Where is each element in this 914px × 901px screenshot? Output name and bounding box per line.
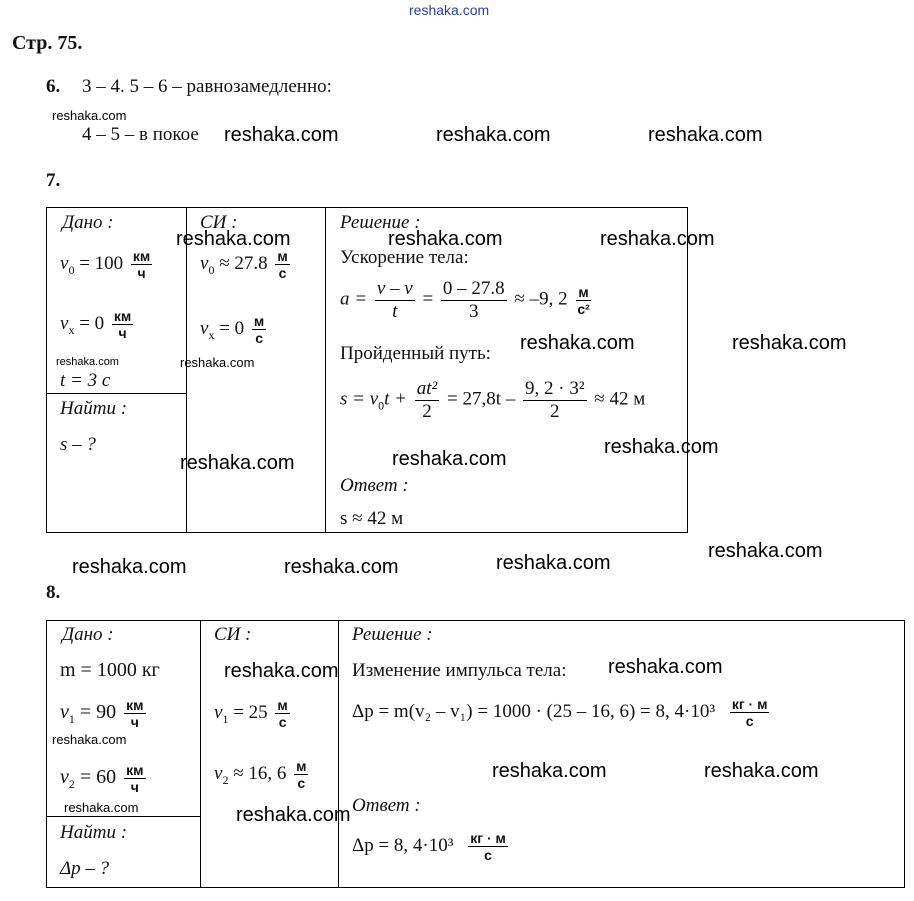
watermark: reshaka.com <box>600 228 715 250</box>
watermark: reshaka.com <box>72 556 187 578</box>
watermark: reshaka.com <box>704 760 819 782</box>
watermark: reshaka.com <box>52 732 127 747</box>
task8-divider <box>46 816 200 817</box>
task8-momentum-formula: Δp = m(v₂ – v₁) = 1000 · (25 – 16, 6) = 8, 4·10³ $\frac{кг \cdot м}{с}$ <box>352 696 768 730</box>
watermark: reshaka.com <box>708 540 823 562</box>
watermark: reshaka.com <box>392 448 507 470</box>
task7-find-value: s – ? <box>60 434 96 455</box>
watermark: reshaka.com <box>180 355 255 370</box>
task7-given-v0: $v_0 = 100$ $\frac{км}{ч}$ <box>60 248 151 282</box>
watermark: reshaka.com <box>64 800 139 815</box>
watermark: reshaka.com <box>224 124 339 146</box>
task8-given-v2: $v_2 = 60$ $\frac{км}{ч}$ <box>60 762 144 796</box>
task8-solution-title: Решение : <box>352 624 433 645</box>
watermark: reshaka.com <box>492 760 607 782</box>
task8-given-v1: $v_1 = 90$ $\frac{км}{ч}$ <box>60 697 144 731</box>
task7-path-formula: $s = v_0t$ + $\frac{\text{at²}}{2}$ = 27,8t – $\frac{\text{9, 2 · 3²}}{2}$ ≈ 42 м <box>340 378 646 422</box>
task7-given-vx: $v_x = 0$ $\frac{км}{ч}$ <box>60 308 132 342</box>
watermark: reshaka.com <box>284 556 399 578</box>
task8-given-title: Дано : <box>62 624 114 645</box>
task8-number: 8. <box>46 582 61 603</box>
task7-find-title: Найти : <box>60 398 128 419</box>
task6-number: 6. <box>46 76 61 97</box>
watermark: reshaka.com <box>608 656 723 678</box>
task8-si-v2: $v_2 \approx 16$, 6 $\frac{м}{с}$ <box>214 758 307 792</box>
task7-divider <box>325 207 326 532</box>
watermark: reshaka.com <box>496 552 611 574</box>
task8-si-title: СИ : <box>214 624 252 645</box>
watermark: reshaka.com <box>56 356 119 368</box>
watermark: reshaka.com <box>732 332 847 354</box>
watermark: reshaka.com <box>388 228 503 250</box>
task8-answer-title: Ответ : <box>352 795 421 816</box>
task6-line2: 4 – 5 – в покое <box>82 124 199 145</box>
watermark: reshaka.com <box>180 452 295 474</box>
task8-given-m: m = 1000 кг <box>60 659 160 681</box>
task7-si-title: СИ : <box>200 212 238 233</box>
task8-answer-value: Δp = 8, 4·10³ $\frac{кг \cdot м}{с}$ <box>352 830 506 864</box>
task8-momentum-label: Изменение импульса тела: <box>352 660 567 681</box>
task7-si-v0: $v_0 \approx 27.8$ $\frac{м}{с}$ <box>200 248 288 282</box>
task8-divider <box>200 620 201 887</box>
task7-given-title: Дано : <box>62 212 114 233</box>
watermark: reshaka.com <box>176 228 291 250</box>
task7-number: 7. <box>46 170 61 191</box>
watermark: reshaka.com <box>52 108 127 123</box>
task7-divider <box>46 393 186 394</box>
watermark: reshaka.com <box>648 124 763 146</box>
watermark: reshaka.com <box>224 660 339 682</box>
task7-acceleration-label: Ускорение тела: <box>340 247 469 268</box>
watermark: reshaka.com <box>236 804 351 826</box>
task8-si-v1: $v_1 = 25$ $\frac{м}{с}$ <box>214 697 288 731</box>
task7-answer-value: s ≈ 42 м <box>340 508 404 529</box>
task7-answer-title: Ответ : <box>340 475 409 496</box>
task7-path-label: Пройденный путь: <box>340 343 491 364</box>
task7-si-vx: $v_x = 0$ $\frac{м}{с}$ <box>200 313 265 347</box>
watermark: reshaka.com <box>604 436 719 458</box>
task7-acceleration-formula: a = $\frac{v - v}{t}$ = $\frac{0 - 27.8}{3}$ ≈ –9, 2 $\frac{м}{\text{с²}}$ <box>340 278 590 322</box>
task7-solution-title: Решение : <box>340 212 421 233</box>
task7-given-t: t = 3 с <box>60 370 111 391</box>
task6-line1: 3 – 4. 5 – 6 – равнозамедленно: <box>82 76 332 97</box>
task8-find-value: Δp – ? <box>60 858 110 879</box>
top-watermark: reshaka.com <box>409 2 490 18</box>
watermark: reshaka.com <box>436 124 551 146</box>
task8-find-title: Найти : <box>60 822 128 843</box>
page-label: Стр. 75. <box>12 32 83 54</box>
watermark: reshaka.com <box>520 332 635 354</box>
